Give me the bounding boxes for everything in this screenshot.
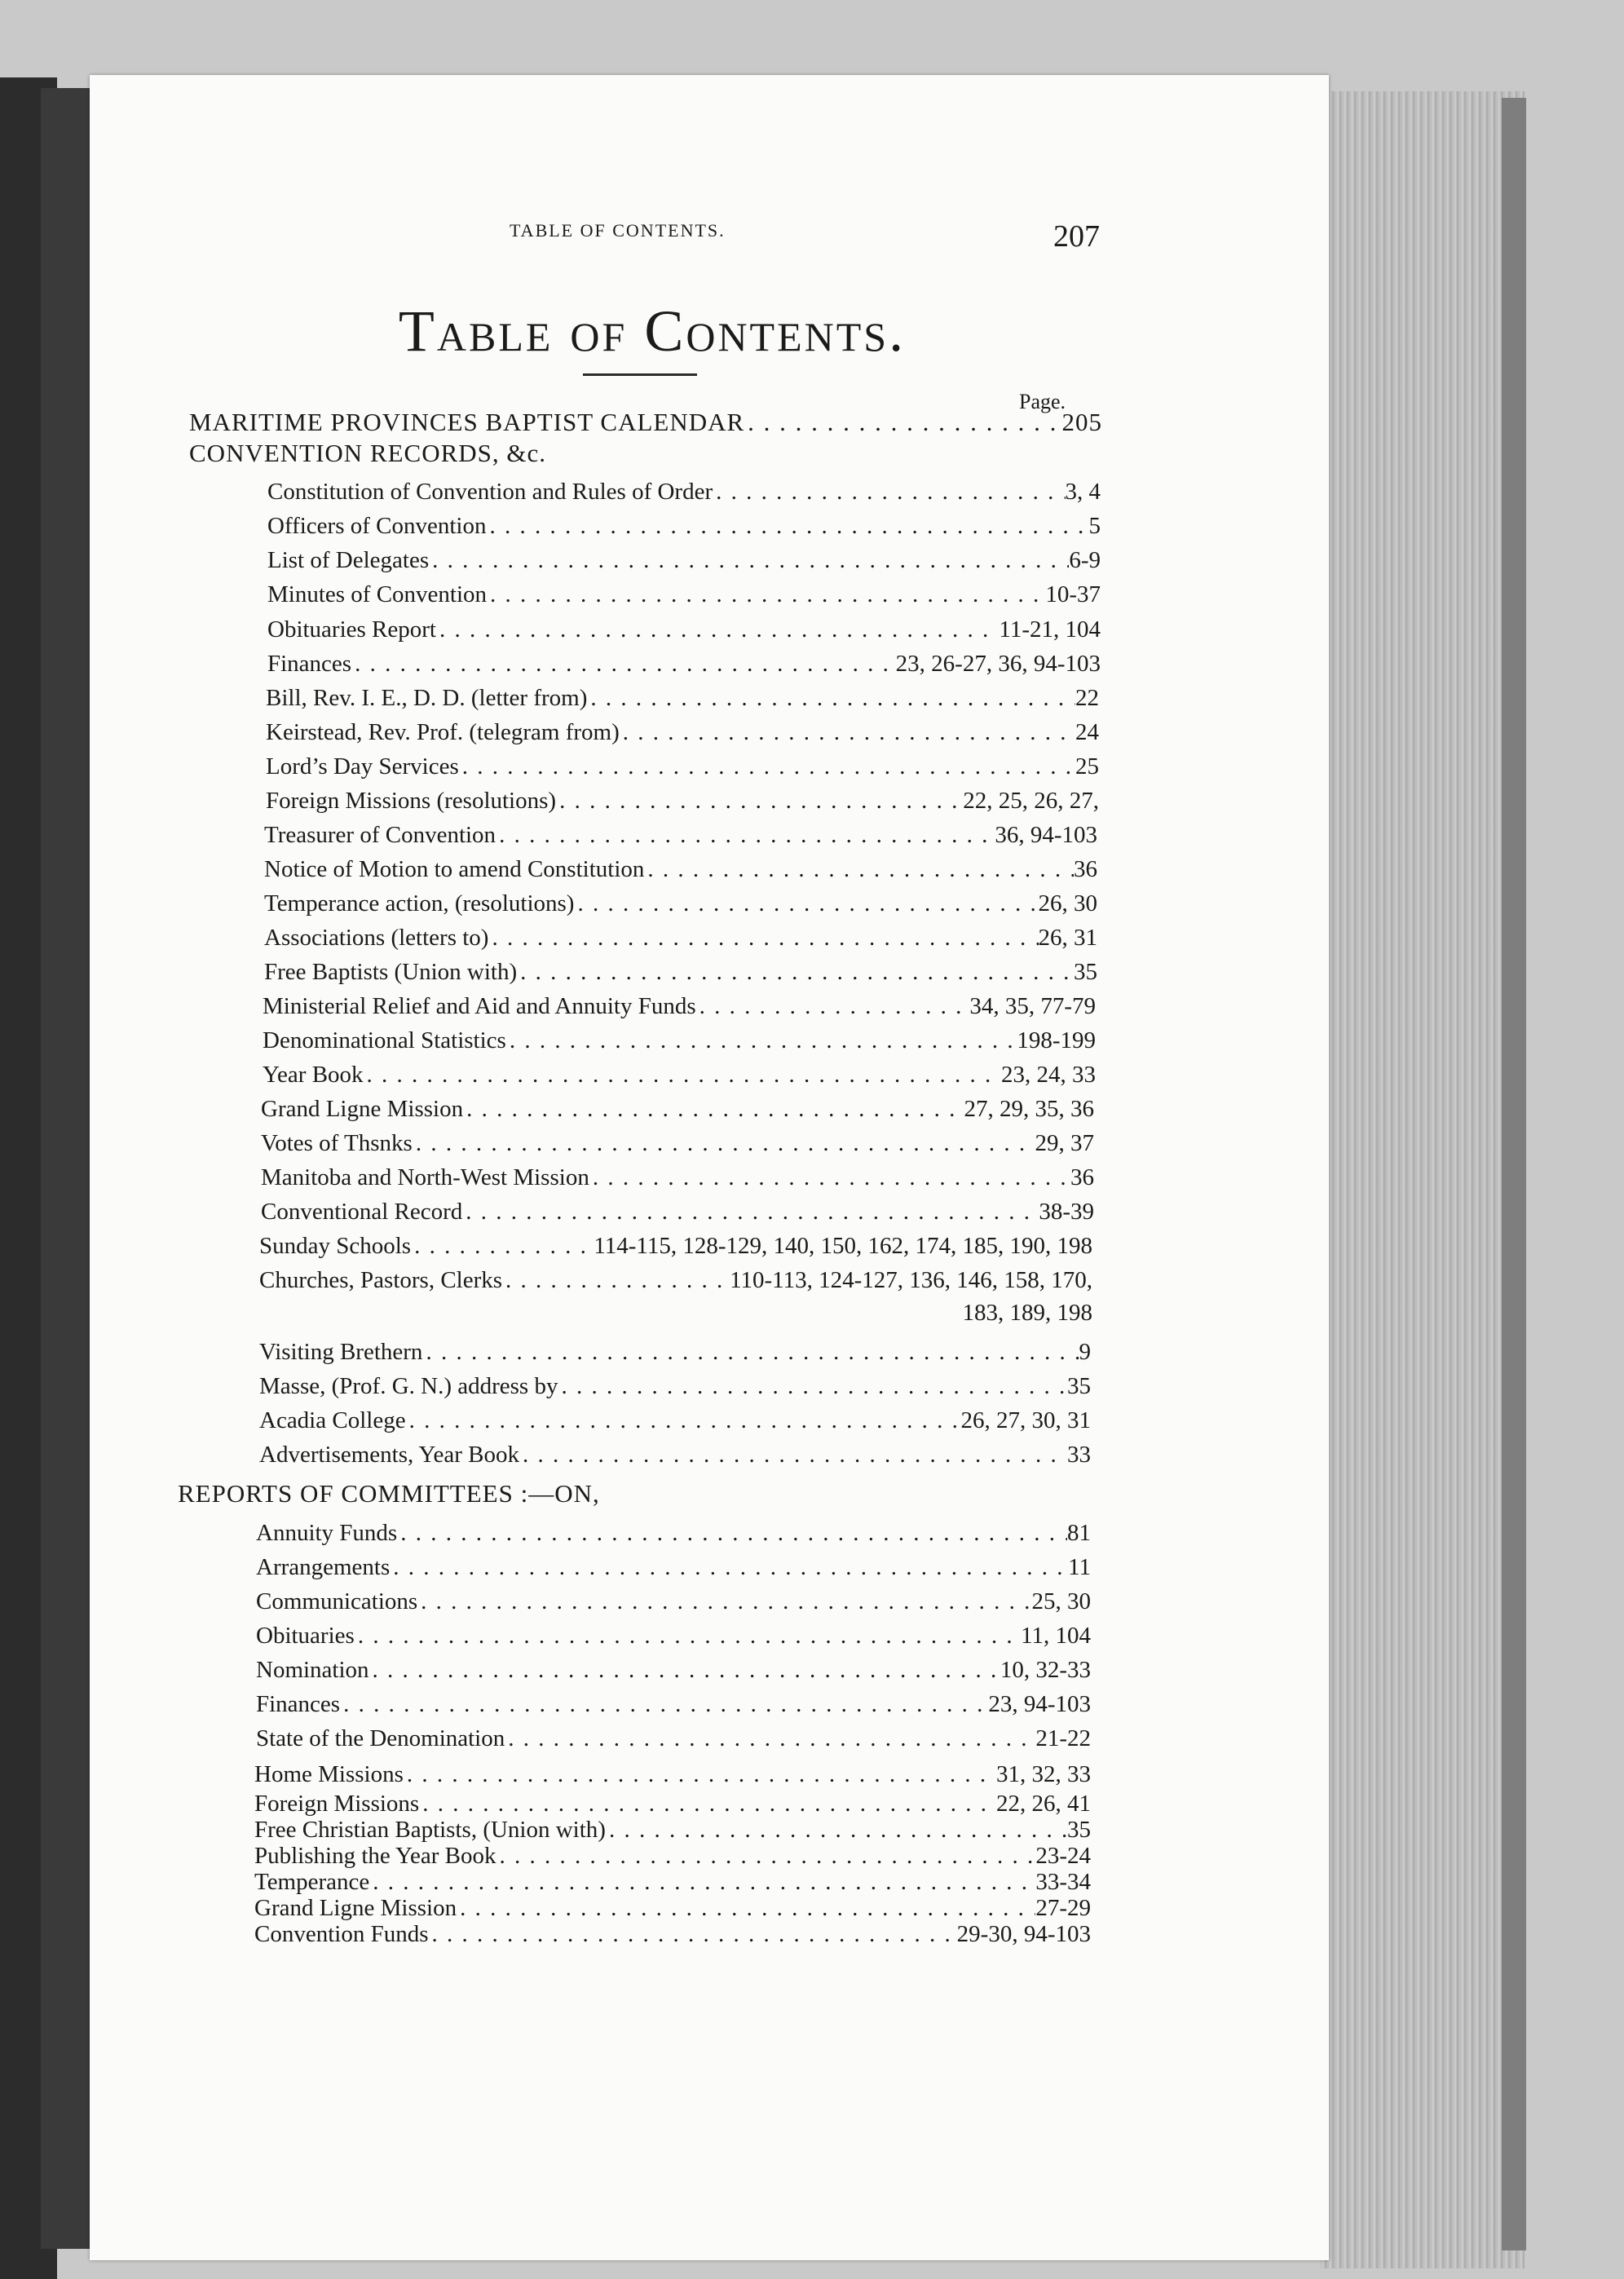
toc-entry xyxy=(264,855,1097,884)
title-rule xyxy=(583,373,697,376)
leader-dots xyxy=(517,957,1074,987)
toc-entry-page: 38-39 xyxy=(1039,1199,1094,1225)
page-column-label: Page. xyxy=(1019,390,1066,413)
toc-entry-page: 35 xyxy=(1067,1817,1091,1843)
toc-entry xyxy=(254,1893,1091,1923)
toc-entry-label: Temperance xyxy=(254,1869,370,1895)
toc-entry xyxy=(256,1518,1091,1548)
toc-entry xyxy=(267,477,1101,506)
toc-entry-page: 35 xyxy=(1074,959,1097,985)
leader-dots xyxy=(556,786,963,815)
toc-entry-page: 6-9 xyxy=(1069,547,1101,573)
toc-entry xyxy=(264,957,1097,987)
toc-entry xyxy=(254,1815,1091,1844)
toc-entry-page: 5 xyxy=(1088,513,1101,539)
toc-entry-page: 23, 24, 33 xyxy=(1001,1062,1096,1088)
toc-entry xyxy=(263,992,1096,1021)
leader-dots xyxy=(459,752,1075,781)
leader-dots xyxy=(436,615,999,644)
leader-dots xyxy=(351,649,896,678)
leader-dots xyxy=(744,408,1061,437)
toc-entry-page: 33-34 xyxy=(1035,1869,1091,1895)
leader-dots xyxy=(487,580,1045,609)
toc-entry-label: Annuity Funds xyxy=(256,1520,398,1546)
toc-entry-page: 23, 94-103 xyxy=(988,1691,1091,1717)
toc-entry-page: 22, 26, 41 xyxy=(996,1791,1091,1817)
toc-entry-page: 29, 37 xyxy=(1035,1130,1094,1156)
leader-dots xyxy=(390,1552,1068,1582)
section-heading-convention: CONVENTION RECORDS, &c. xyxy=(189,439,547,467)
toc-entry xyxy=(256,1552,1091,1582)
toc-entry-page: 36, 94-103 xyxy=(995,822,1097,848)
toc-entry xyxy=(261,1094,1094,1124)
toc-entry-page: 36 xyxy=(1070,1164,1094,1190)
toc-entry-label: Officers of Convention xyxy=(267,513,487,539)
toc-entry-page: 26, 31 xyxy=(1038,925,1097,951)
leader-dots xyxy=(463,1094,964,1124)
toc-entry xyxy=(259,1231,1092,1261)
toc-entry-page: 27, 29, 35, 36 xyxy=(964,1096,1094,1122)
toc-entry xyxy=(256,1655,1091,1685)
toc-entry xyxy=(264,889,1097,918)
toc-entry-label: MARITIME PROVINCES BAPTIST CALENDAR xyxy=(189,408,745,436)
toc-entry-page: 22 xyxy=(1075,685,1099,711)
toc-entry xyxy=(267,649,1101,678)
leader-dots xyxy=(620,718,1075,747)
leader-dots xyxy=(411,1231,594,1261)
leader-dots xyxy=(589,1163,1070,1192)
leader-dots xyxy=(506,1026,1017,1055)
toc-entry-label: Finances xyxy=(256,1691,341,1717)
leader-dots xyxy=(406,1406,961,1435)
leader-dots xyxy=(496,1841,1035,1870)
toc-entry xyxy=(261,1163,1094,1192)
toc-entry-page: 81 xyxy=(1067,1520,1091,1546)
toc-entry-page: 9 xyxy=(1079,1339,1091,1365)
toc-entry-label: Ministerial Relief and Aid and Annuity Funds xyxy=(263,993,696,1019)
leader-dots xyxy=(462,1197,1039,1226)
toc-entry-label: Free Christian Baptists, (Union with) xyxy=(254,1817,606,1843)
toc-entry-label: Masse, (Prof. G. N.) address by xyxy=(259,1373,558,1399)
toc-entry-label: Minutes of Convention xyxy=(267,581,488,607)
toc-entry xyxy=(267,511,1101,541)
toc-entry xyxy=(256,1724,1091,1753)
toc-entry-page: 114-115, 128-129, 140, 150, 162, 174, 185, 190, 198 xyxy=(594,1233,1092,1259)
running-head: TABLE OF CONTENTS. xyxy=(510,220,726,241)
leader-dots xyxy=(422,1337,1079,1367)
toc-entry xyxy=(267,545,1101,575)
page-number: 207 xyxy=(1053,219,1100,254)
toc-entry xyxy=(259,1337,1091,1367)
toc-entry-page: 205 xyxy=(1061,408,1102,436)
toc-entry-page: 26, 27, 30, 31 xyxy=(960,1407,1091,1433)
toc-entry-label: Convention Funds xyxy=(254,1921,429,1947)
toc-entry-label: Sunday Schools xyxy=(259,1233,412,1259)
toc-entry xyxy=(267,580,1101,609)
toc-entry xyxy=(259,1406,1091,1435)
leader-dots xyxy=(496,820,995,850)
page-block-shadow xyxy=(1502,98,1526,2250)
toc-entry-calendar xyxy=(189,408,1102,437)
toc-entry xyxy=(254,1919,1091,1949)
toc-entry-label: Free Baptists (Union with) xyxy=(264,959,518,985)
toc-entry-label: State of the Denomination xyxy=(256,1725,505,1751)
toc-entry-label: Notice of Motion to amend Constitution xyxy=(264,856,645,882)
leader-dots xyxy=(574,889,1038,918)
leader-dots xyxy=(644,855,1074,884)
page-block-edges xyxy=(1321,91,1525,2268)
toc-entry-page: 110-113, 124-127, 136, 146, 158, 170, xyxy=(730,1267,1092,1293)
toc-entry xyxy=(266,786,1099,815)
leader-dots xyxy=(364,1060,1001,1089)
toc-entry-page: 33 xyxy=(1067,1442,1091,1468)
page-title: Table of Contents. xyxy=(398,298,907,364)
toc-entry-page: 24 xyxy=(1075,719,1099,745)
leader-dots xyxy=(696,992,970,1021)
leader-dots xyxy=(429,545,1069,575)
leader-dots xyxy=(355,1621,1021,1650)
leader-dots xyxy=(486,511,1088,541)
toc-entry xyxy=(266,752,1099,781)
toc-entry-page: 23-24 xyxy=(1035,1843,1091,1869)
toc-entry-label: Bill, Rev. I. E., D. D. (letter from) xyxy=(266,685,588,711)
toc-entry-label: Arrangements xyxy=(256,1554,391,1580)
toc-entry-label: Home Missions xyxy=(254,1761,404,1787)
toc-entry xyxy=(256,1587,1091,1616)
toc-entry-page: 3, 4 xyxy=(1065,479,1101,505)
leader-dots xyxy=(488,923,1038,952)
toc-entry xyxy=(267,615,1101,644)
toc-entry xyxy=(263,1060,1096,1089)
toc-entry xyxy=(256,1621,1091,1650)
toc-entry xyxy=(261,1197,1094,1226)
toc-entry-label: Grand Ligne Mission xyxy=(254,1895,457,1921)
toc-entry-page: 11-21, 104 xyxy=(999,616,1101,643)
toc-entry-label: Associations (letters to) xyxy=(264,925,489,951)
toc-entry-page: 22, 25, 26, 27, xyxy=(963,788,1099,814)
toc-entry-page: 11, 104 xyxy=(1021,1623,1091,1649)
toc-entry-page: 34, 35, 77-79 xyxy=(969,993,1096,1019)
toc-entry-label: Acadia College xyxy=(259,1407,406,1433)
leader-dots xyxy=(340,1689,988,1719)
toc-entry-label: Constitution of Convention and Rules of Order xyxy=(267,479,713,505)
toc-entry xyxy=(259,1371,1091,1401)
leader-dots xyxy=(369,1867,1035,1897)
toc-entry-page: 10, 32-33 xyxy=(1000,1657,1091,1683)
toc-entry-label: Treasurer of Convention xyxy=(264,822,496,848)
toc-entry-label: Manitoba and North-West Mission xyxy=(261,1164,589,1190)
leader-dots xyxy=(519,1440,1067,1469)
toc-entry xyxy=(264,820,1097,850)
toc-entry xyxy=(254,1867,1091,1897)
leader-dots xyxy=(397,1518,1067,1548)
toc-entry-page: 27-29 xyxy=(1035,1895,1091,1921)
toc-entry-page: 198-199 xyxy=(1017,1027,1096,1053)
toc-entry-page: 10-37 xyxy=(1045,581,1101,607)
toc-entry-label: Nomination xyxy=(256,1657,369,1683)
toc-entry-label: Conventional Record xyxy=(261,1199,463,1225)
toc-entry xyxy=(254,1841,1091,1870)
toc-entry xyxy=(266,683,1099,713)
toc-entry-label: Foreign Missions (resolutions) xyxy=(266,788,557,814)
toc-entry-page: 11 xyxy=(1068,1554,1091,1580)
toc-entry-label: List of Delegates xyxy=(267,547,430,573)
leader-dots xyxy=(558,1371,1067,1401)
toc-entry xyxy=(264,923,1097,952)
toc-entry-label: Temperance action, (resolutions) xyxy=(264,890,575,916)
toc-entry xyxy=(256,1689,1091,1719)
toc-entry xyxy=(263,1026,1096,1055)
toc-entry-label: Year Book xyxy=(263,1062,364,1088)
leader-dots xyxy=(404,1760,996,1789)
toc-entry xyxy=(254,1760,1091,1789)
toc-entry-page: 31, 32, 33 xyxy=(996,1761,1091,1787)
leader-dots xyxy=(417,1587,1031,1616)
toc-entry-label: Visiting Brethern xyxy=(259,1339,423,1365)
toc-entry-page: 29-30, 94-103 xyxy=(956,1921,1091,1947)
toc-entry xyxy=(259,1440,1091,1469)
toc-entry-page: 25, 30 xyxy=(1031,1588,1091,1614)
toc-entry-page: 26, 30 xyxy=(1038,890,1097,916)
leader-dots xyxy=(587,683,1075,713)
toc-entry-label: Votes of Thsnks xyxy=(261,1130,413,1156)
toc-entry-page: 21-22 xyxy=(1035,1725,1091,1751)
toc-entry xyxy=(266,718,1099,747)
toc-entry-label: Grand Ligne Mission xyxy=(261,1096,464,1122)
toc-entry-label: Foreign Missions xyxy=(254,1791,420,1817)
toc-entry-page: 35 xyxy=(1067,1373,1091,1399)
toc-entry-label: Denominational Statistics xyxy=(263,1027,506,1053)
toc-entry-page: 23, 26-27, 36, 94-103 xyxy=(895,651,1101,677)
toc-entry-page: 36 xyxy=(1074,856,1097,882)
leader-dots xyxy=(713,477,1065,506)
toc-entry-label: Obituaries Report xyxy=(267,616,436,643)
leader-dots xyxy=(429,1919,957,1949)
leader-dots xyxy=(457,1893,1035,1923)
toc-entry-page: 25 xyxy=(1075,753,1099,780)
leader-dots xyxy=(369,1655,1000,1685)
toc-entry xyxy=(254,1789,1091,1818)
leader-dots xyxy=(502,1265,730,1295)
toc-entry xyxy=(259,1265,1092,1295)
toc-entry-continuation: 183, 189, 198 xyxy=(962,1300,1092,1326)
section-heading-reports: REPORTS OF COMMITTEES :—ON, xyxy=(178,1479,600,1508)
leader-dots xyxy=(606,1815,1067,1844)
toc-entry-label: Publishing the Year Book xyxy=(254,1843,496,1869)
toc-entry-label: Lord’s Day Services xyxy=(266,753,459,780)
toc-entry-label: Keirstead, Rev. Prof. (telegram from) xyxy=(266,719,620,745)
toc-entry-label: Finances xyxy=(267,651,352,677)
leader-dots xyxy=(413,1128,1035,1158)
leader-dots xyxy=(505,1724,1035,1753)
toc-entry-label: Churches, Pastors, Clerks xyxy=(259,1267,503,1293)
toc-entry-label: Advertisements, Year Book xyxy=(259,1442,519,1468)
leader-dots xyxy=(419,1789,996,1818)
toc-entry-label: Communications xyxy=(256,1588,418,1614)
toc-entry xyxy=(261,1128,1094,1158)
toc-entry-label: Obituaries xyxy=(256,1623,355,1649)
